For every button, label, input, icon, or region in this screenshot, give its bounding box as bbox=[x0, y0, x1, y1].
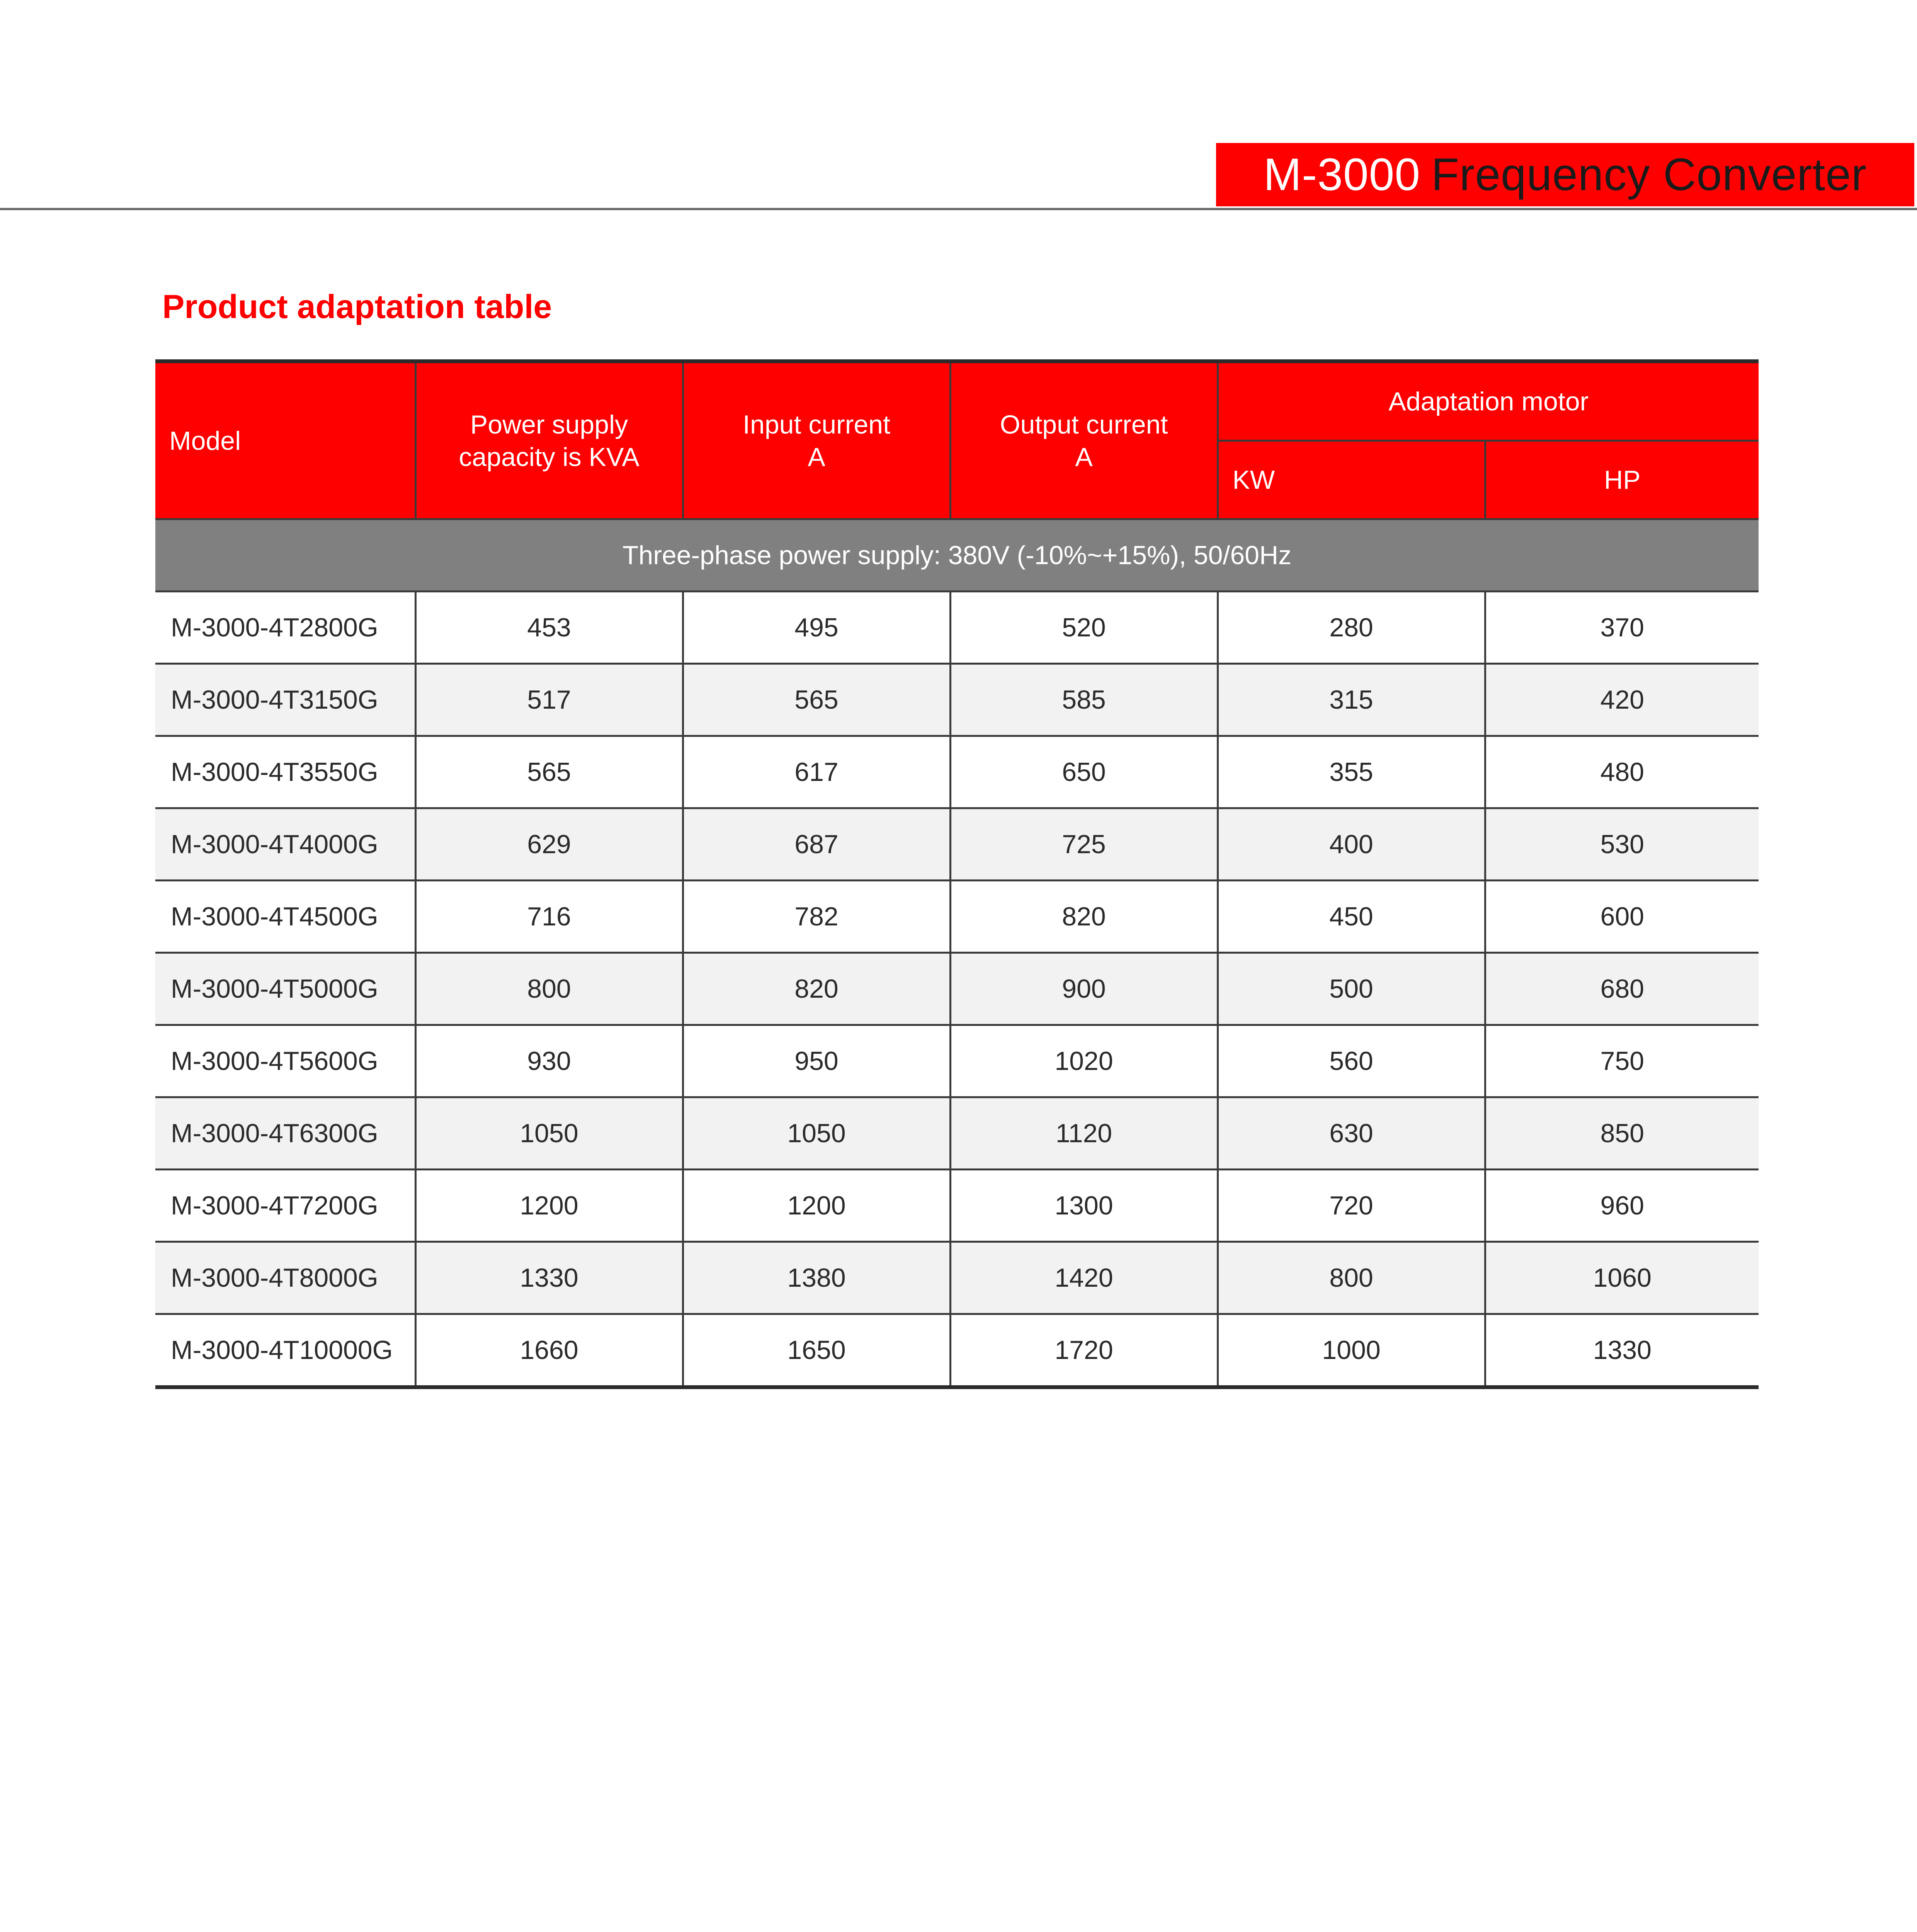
cell-input: 1050 bbox=[683, 1097, 950, 1170]
col-header-adaptation-motor: Adaptation motor bbox=[1218, 361, 1759, 441]
cell-hp: 420 bbox=[1485, 664, 1759, 736]
cell-model: M-3000-4T10000G bbox=[155, 1314, 415, 1388]
col-header-input-current-line1: Input current bbox=[743, 410, 890, 439]
cell-hp: 850 bbox=[1485, 1097, 1759, 1170]
cell-input: 565 bbox=[683, 664, 950, 736]
table-row bbox=[155, 808, 1759, 881]
cell-input: 1200 bbox=[683, 1170, 950, 1242]
cell-output: 650 bbox=[950, 736, 1218, 808]
cell-kva: 930 bbox=[415, 1025, 683, 1097]
table-row bbox=[155, 1097, 1759, 1170]
cell-kva: 565 bbox=[415, 736, 683, 808]
col-header-output-current-line2: A bbox=[1075, 442, 1093, 472]
cell-output: 725 bbox=[950, 808, 1218, 881]
cell-hp: 530 bbox=[1485, 808, 1759, 881]
cell-model: M-3000-4T4000G bbox=[155, 808, 415, 881]
cell-output: 1300 bbox=[950, 1170, 1218, 1242]
cell-input: 1380 bbox=[683, 1242, 950, 1314]
cell-input: 687 bbox=[683, 808, 950, 881]
cell-output: 520 bbox=[950, 592, 1218, 664]
cell-hp: 600 bbox=[1485, 881, 1759, 953]
cell-hp: 1060 bbox=[1485, 1242, 1759, 1314]
cell-hp: 1330 bbox=[1485, 1314, 1759, 1388]
cell-model: M-3000-4T5600G bbox=[155, 1025, 415, 1097]
cell-hp: 960 bbox=[1485, 1170, 1759, 1242]
cell-kw: 720 bbox=[1218, 1170, 1485, 1242]
cell-hp: 480 bbox=[1485, 736, 1759, 808]
header-product: Frequency Converter bbox=[1431, 149, 1867, 200]
table-body bbox=[155, 519, 1759, 1388]
cell-output: 1020 bbox=[950, 1025, 1218, 1097]
cell-hp: 370 bbox=[1485, 592, 1759, 664]
col-header-power-supply-line2: capacity is KVA bbox=[459, 442, 640, 472]
col-header-model: Model bbox=[155, 361, 415, 519]
cell-kva: 517 bbox=[415, 664, 683, 736]
cell-kw: 280 bbox=[1218, 592, 1485, 664]
cell-kw: 1000 bbox=[1218, 1314, 1485, 1388]
cell-input: 782 bbox=[683, 881, 950, 953]
table-header bbox=[155, 361, 1759, 519]
group-label: Three-phase power supply: 380V (-10%~+15%), 50/60Hz bbox=[155, 519, 1759, 592]
cell-kw: 315 bbox=[1218, 664, 1485, 736]
cell-kw: 355 bbox=[1218, 736, 1485, 808]
cell-kva: 453 bbox=[415, 592, 683, 664]
col-header-input-current-line2: A bbox=[808, 442, 825, 472]
table-row bbox=[155, 881, 1759, 953]
cell-hp: 750 bbox=[1485, 1025, 1759, 1097]
cell-kva: 1330 bbox=[415, 1242, 683, 1314]
product-adaptation-table bbox=[155, 359, 1759, 1389]
cell-model: M-3000-4T3550G bbox=[155, 736, 415, 808]
table-row bbox=[155, 736, 1759, 808]
cell-output: 1720 bbox=[950, 1314, 1218, 1388]
group-row bbox=[155, 519, 1759, 592]
cell-model: M-3000-4T6300G bbox=[155, 1097, 415, 1170]
col-header-kw: KW bbox=[1218, 441, 1485, 519]
cell-output: 1420 bbox=[950, 1242, 1218, 1314]
col-header-hp: HP bbox=[1485, 441, 1759, 519]
header-model: M-3000 bbox=[1263, 149, 1420, 200]
cell-model: M-3000-4T3150G bbox=[155, 664, 415, 736]
cell-kva: 1200 bbox=[415, 1170, 683, 1242]
table-row bbox=[155, 953, 1759, 1025]
cell-kva: 1660 bbox=[415, 1314, 683, 1388]
cell-hp: 680 bbox=[1485, 953, 1759, 1025]
cell-kw: 800 bbox=[1218, 1242, 1485, 1314]
cell-kw: 500 bbox=[1218, 953, 1485, 1025]
cell-kw: 630 bbox=[1218, 1097, 1485, 1170]
cell-output: 585 bbox=[950, 664, 1218, 736]
col-header-input-current bbox=[683, 361, 950, 519]
cell-kva: 716 bbox=[415, 881, 683, 953]
cell-kva: 800 bbox=[415, 953, 683, 1025]
cell-kw: 560 bbox=[1218, 1025, 1485, 1097]
cell-model: M-3000-4T8000G bbox=[155, 1242, 415, 1314]
cell-kva: 1050 bbox=[415, 1097, 683, 1170]
cell-input: 950 bbox=[683, 1025, 950, 1097]
table-row bbox=[155, 1025, 1759, 1097]
table-row bbox=[155, 1242, 1759, 1314]
cell-model: M-3000-4T7200G bbox=[155, 1170, 415, 1242]
col-header-output-current bbox=[950, 361, 1218, 519]
cell-model: M-3000-4T4500G bbox=[155, 881, 415, 953]
cell-model: M-3000-4T5000G bbox=[155, 953, 415, 1025]
cell-input: 617 bbox=[683, 736, 950, 808]
cell-kva: 629 bbox=[415, 808, 683, 881]
cell-input: 495 bbox=[683, 592, 950, 664]
table-row bbox=[155, 664, 1759, 736]
col-header-output-current-line1: Output current bbox=[1000, 410, 1168, 439]
cell-input: 1650 bbox=[683, 1314, 950, 1388]
col-header-power-supply bbox=[415, 361, 683, 519]
col-header-power-supply-line1: Power supply bbox=[470, 410, 628, 439]
table-row bbox=[155, 592, 1759, 664]
section-title: Product adaptation table bbox=[162, 288, 552, 325]
cell-output: 1120 bbox=[950, 1097, 1218, 1170]
cell-output: 900 bbox=[950, 953, 1218, 1025]
table-row bbox=[155, 1314, 1759, 1388]
header-banner bbox=[1216, 143, 1914, 206]
cell-output: 820 bbox=[950, 881, 1218, 953]
cell-kw: 400 bbox=[1218, 808, 1485, 881]
cell-model: M-3000-4T2800G bbox=[155, 592, 415, 664]
header-rule bbox=[0, 208, 1917, 210]
table-row bbox=[155, 1170, 1759, 1242]
cell-input: 820 bbox=[683, 953, 950, 1025]
cell-kw: 450 bbox=[1218, 881, 1485, 953]
